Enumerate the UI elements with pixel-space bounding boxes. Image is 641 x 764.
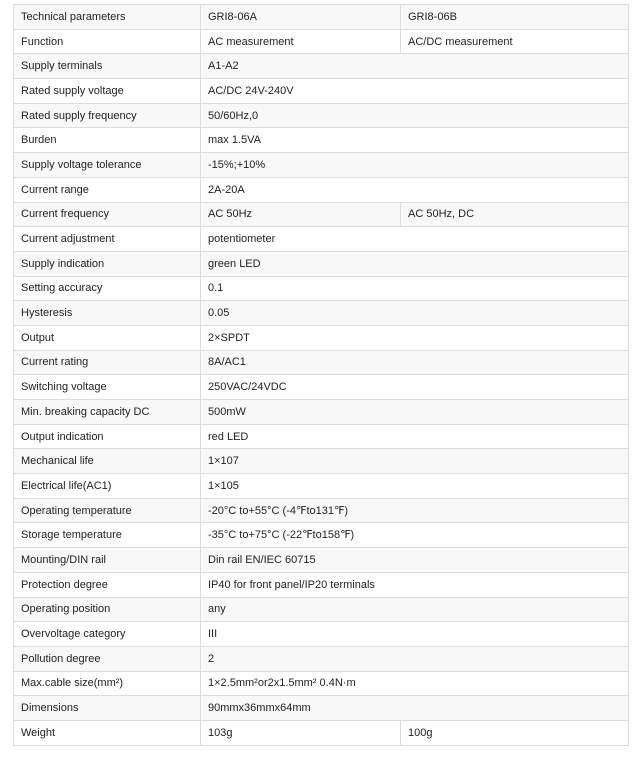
table-row bbox=[14, 523, 629, 548]
parameter-name-cell: Weight bbox=[14, 720, 201, 745]
parameter-name-cell: Output bbox=[14, 325, 201, 350]
technical-parameters-table bbox=[13, 4, 629, 746]
table-row bbox=[14, 474, 629, 499]
value-cell-a: red LED bbox=[201, 424, 629, 449]
parameter-name-cell: Max.cable size(mm²) bbox=[14, 671, 201, 696]
value-cell-a: any bbox=[201, 597, 629, 622]
parameter-name-cell: Setting accuracy bbox=[14, 276, 201, 301]
table-row bbox=[14, 251, 629, 276]
value-cell-a: 2×SPDT bbox=[201, 325, 629, 350]
value-cell-a: III bbox=[201, 622, 629, 647]
value-cell-a: potentiometer bbox=[201, 227, 629, 252]
value-cell-a: GRI8-06A bbox=[201, 5, 401, 30]
parameter-name-cell: Function bbox=[14, 29, 201, 54]
parameter-name-cell: Mounting/DIN rail bbox=[14, 548, 201, 573]
parameter-name-cell: Electrical life(AC1) bbox=[14, 474, 201, 499]
parameter-name-cell: Pollution degree bbox=[14, 646, 201, 671]
table-row bbox=[14, 424, 629, 449]
table-row bbox=[14, 202, 629, 227]
value-cell-a: AC 50Hz bbox=[201, 202, 401, 227]
value-cell-a: AC/DC 24V-240V bbox=[201, 79, 629, 104]
value-cell-a: 250VAC/24VDC bbox=[201, 375, 629, 400]
parameter-name-cell: Switching voltage bbox=[14, 375, 201, 400]
value-cell-a: 2A-20A bbox=[201, 177, 629, 202]
value-cell-a: 2 bbox=[201, 646, 629, 671]
parameter-name-cell: Storage temperature bbox=[14, 523, 201, 548]
table-row bbox=[14, 128, 629, 153]
table-row bbox=[14, 696, 629, 721]
value-cell-a: AC measurement bbox=[201, 29, 401, 54]
parameter-name-cell: Operating position bbox=[14, 597, 201, 622]
value-cell-a: green LED bbox=[201, 251, 629, 276]
value-cell-a: 8A/AC1 bbox=[201, 350, 629, 375]
parameter-name-cell: Current frequency bbox=[14, 202, 201, 227]
table-row bbox=[14, 79, 629, 104]
table-row bbox=[14, 400, 629, 425]
value-cell-a: 500mW bbox=[201, 400, 629, 425]
table-row bbox=[14, 153, 629, 178]
table-row bbox=[14, 350, 629, 375]
table-row bbox=[14, 375, 629, 400]
table-row bbox=[14, 671, 629, 696]
value-cell-a: max 1.5VA bbox=[201, 128, 629, 153]
parameter-name-cell: Supply terminals bbox=[14, 54, 201, 79]
table-row bbox=[14, 622, 629, 647]
parameter-name-cell: Overvoltage category bbox=[14, 622, 201, 647]
value-cell-b: 100g bbox=[401, 720, 629, 745]
value-cell-a: 0.05 bbox=[201, 301, 629, 326]
parameter-name-cell: Min. breaking capacity DC bbox=[14, 400, 201, 425]
value-cell-a: 90mmx36mmx64mm bbox=[201, 696, 629, 721]
parameter-name-cell: Mechanical life bbox=[14, 449, 201, 474]
value-cell-a: -20°C to+55°C (-4℉to131℉) bbox=[201, 498, 629, 523]
value-cell-b: AC/DC measurement bbox=[401, 29, 629, 54]
parameter-name-cell: Burden bbox=[14, 128, 201, 153]
table-row bbox=[14, 29, 629, 54]
value-cell-a: 1×2.5mm²or2x1.5mm² 0.4N·m bbox=[201, 671, 629, 696]
value-cell-a: 103g bbox=[201, 720, 401, 745]
value-cell-a: 1×105 bbox=[201, 474, 629, 499]
parameter-name-cell: Hysteresis bbox=[14, 301, 201, 326]
table-row bbox=[14, 572, 629, 597]
parameter-name-cell: Dimensions bbox=[14, 696, 201, 721]
parameter-name-cell: Supply voltage tolerance bbox=[14, 153, 201, 178]
table-row bbox=[14, 54, 629, 79]
parameter-name-cell: Rated supply voltage bbox=[14, 79, 201, 104]
table-body bbox=[14, 5, 629, 746]
value-cell-a: 0.1 bbox=[201, 276, 629, 301]
table-row bbox=[14, 5, 629, 30]
parameter-name-cell: Supply indication bbox=[14, 251, 201, 276]
value-cell-b: AC 50Hz, DC bbox=[401, 202, 629, 227]
value-cell-a: 50/60Hz,0 bbox=[201, 103, 629, 128]
table-row bbox=[14, 325, 629, 350]
table-row bbox=[14, 449, 629, 474]
table-row bbox=[14, 498, 629, 523]
parameter-name-cell: Current adjustment bbox=[14, 227, 201, 252]
parameter-name-cell: Output indication bbox=[14, 424, 201, 449]
value-cell-a: IP40 for front panel/IP20 terminals bbox=[201, 572, 629, 597]
value-cell-a: A1-A2 bbox=[201, 54, 629, 79]
table-row bbox=[14, 276, 629, 301]
table-row bbox=[14, 301, 629, 326]
table-row bbox=[14, 720, 629, 745]
parameter-name-cell: Protection degree bbox=[14, 572, 201, 597]
table-row bbox=[14, 103, 629, 128]
parameter-name-cell: Current rating bbox=[14, 350, 201, 375]
table-row bbox=[14, 597, 629, 622]
value-cell-a: -15%;+10% bbox=[201, 153, 629, 178]
parameter-name-cell: Operating temperature bbox=[14, 498, 201, 523]
value-cell-a: Din rail EN/IEC 60715 bbox=[201, 548, 629, 573]
value-cell-a: -35°C to+75°C (-22℉to158℉) bbox=[201, 523, 629, 548]
table-row bbox=[14, 646, 629, 671]
parameter-name-cell: Current range bbox=[14, 177, 201, 202]
table-row bbox=[14, 548, 629, 573]
table-row bbox=[14, 227, 629, 252]
table-row bbox=[14, 177, 629, 202]
value-cell-b: GRI8-06B bbox=[401, 5, 629, 30]
value-cell-a: 1×107 bbox=[201, 449, 629, 474]
parameter-name-cell: Rated supply frequency bbox=[14, 103, 201, 128]
parameter-name-cell: Technical parameters bbox=[14, 5, 201, 30]
